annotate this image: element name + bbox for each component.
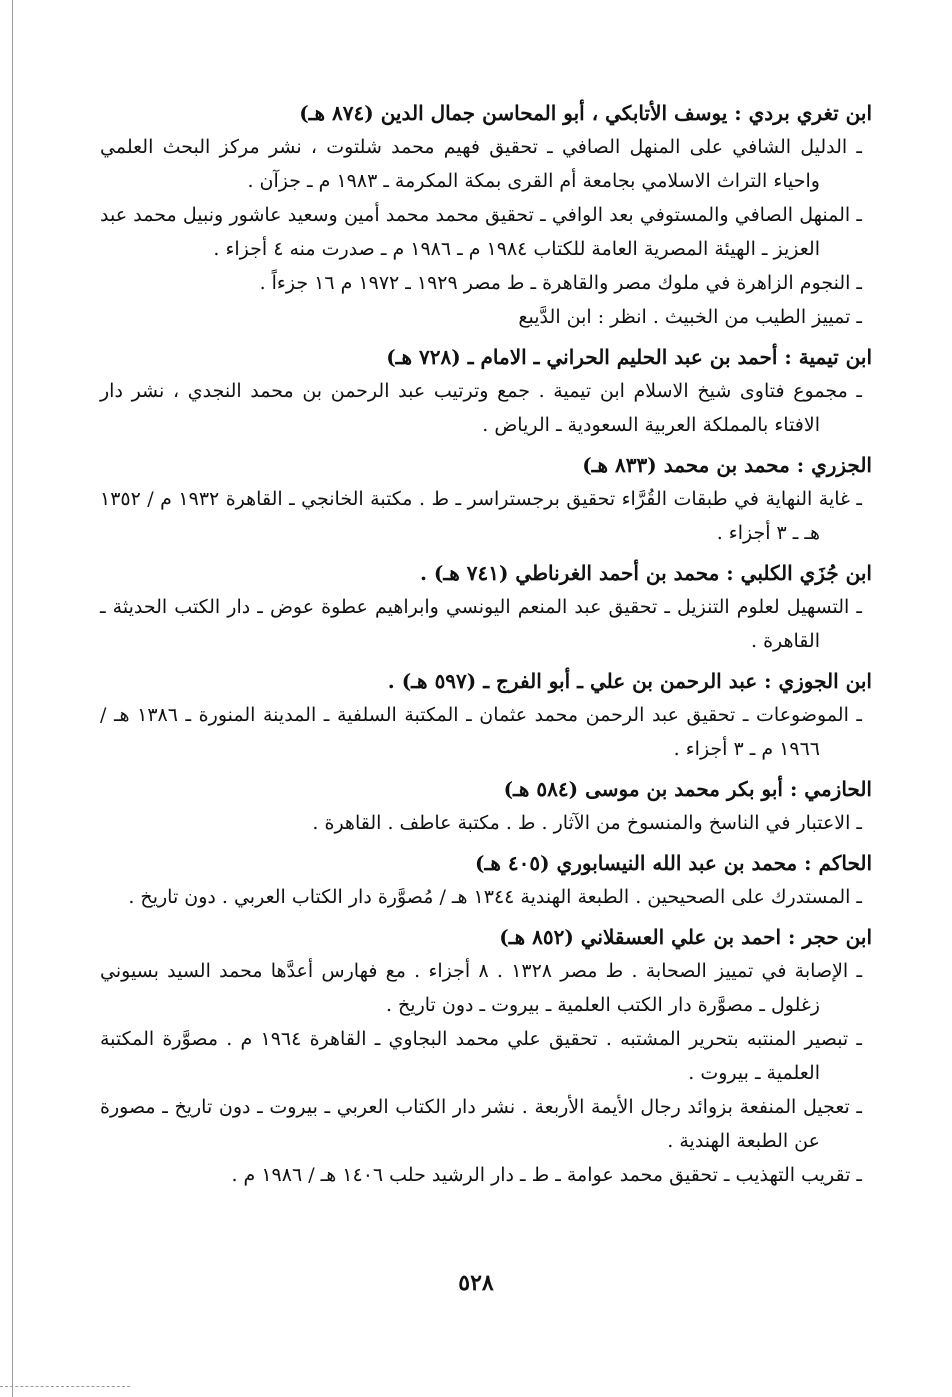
author-heading: الحاكم : محمد بن عبد الله النيسابوري (٤٠٥ هـ) (475, 851, 872, 875)
bibliography-entry (100, 920, 872, 1192)
work-item: ـ مجموع فتاوى شيخ الاسلام ابن تيمية . جمع وترتيب عبد الرحمن بن محمد النجدي ، نشر دار الافتاء بالمملكة العربية السعودية ـ الرياض . (100, 380, 862, 436)
work-item: ـ تبصير المنتبه بتحرير المشتبه . تحقيق علي محمد البجاوي ـ القاهرة ١٩٦٤ م . مصوَّرة المكتبة العلمية ـ بيروت . (100, 1028, 863, 1084)
work-item: ـ الاعتبار في الناسخ والمنسوخ من الآثار . ط . مكتبة عاطف . القاهرة . (312, 812, 862, 834)
work-item: ـ الموضوعات ـ تحقيق عبد الرحمن محمد عثمان ـ المكتبة السلفية ـ المدينة المنورة ـ ١٣٨٦ هـ / ١٩٦٦ م ـ ٣ أجزاء . (100, 704, 862, 760)
author-heading: ابن حجر : احمد بن علي العسقلاني (٨٥٢ هـ) (499, 925, 872, 949)
author-heading: ابن تغري بردي : يوسف الأتابكي ، أبو المحاسن جمال الدين (٨٧٤ هـ) (299, 101, 872, 125)
author-heading: ابن جُزَي الكلبي : محمد بن أحمد الغرناطي (٧٤١ هـ) . (419, 561, 872, 585)
scan-left-edge-line (12, 0, 13, 1397)
work-item: ـ التسهيل لعلوم التنزيل ـ تحقيق عبد المنعم اليونسي وابراهيم عطوة عوض ـ دار الكتب الحديثة ـ القاهرة . (100, 596, 862, 652)
work-item: ـ الدليل الشافي على المنهل الصافي ـ تحقيق فهيم محمد شلتوت ، نشر مركز البحث العلمي واحياء التراث الاسلامي بجامعة أم القرى بمكة المكرمة ـ ١٩٨٣ م ـ جزآن . (100, 136, 862, 192)
work-item: ـ النجوم الزاهرة في ملوك مصر والقاهرة ـ ط مصر ١٩٢٩ ـ ١٩٧٢ م ١٦ جزءاً . (259, 272, 862, 294)
work-item: ـ تعجيل المنفعة بزوائد رجال الأيمة الأربعة . نشر دار الكتاب العربي ـ بيروت ـ دون تاريخ ـ مصورة عن الطبعة الهندية . (100, 1096, 862, 1152)
bibliography-entry (100, 664, 872, 766)
author-heading: الجزري : محمد بن محمد (٨٣٣ هـ) (582, 453, 872, 477)
bibliography-entry (100, 340, 872, 442)
bibliography-page (100, 96, 872, 1198)
author-heading: ابن الجوزي : عبد الرحمن بن علي ـ أبو الفرج ـ (٥٩٧ هـ) . (387, 669, 872, 693)
bibliography-entry (100, 448, 872, 550)
author-heading: الحازمي : أبو بكر محمد بن موسى (٥٨٤ هـ) (503, 777, 872, 801)
bibliography-entry (100, 772, 872, 840)
page-number: ٥٢٨ (458, 1270, 494, 1296)
bibliography-entry (100, 96, 872, 334)
work-item: ـ غاية النهاية في طبقات القُرَّاء تحقيق برجستراسر ـ ط . مكتبة الخانجي ـ القاهرة ١٩٣٢ م / ١٣٥٢ هـ ـ ٣ أجزاء . (100, 488, 862, 544)
work-item: ـ تمييز الطيب من الخبيث . انظر : ابن الدَّيبع (518, 306, 862, 328)
work-item: ـ الإصابة في تمييز الصحابة . ط مصر ١٣٢٨ . ٨ أجزاء . مع فهارس أعدَّها محمد السيد بسيوني زغلول ـ مصوَّرة دار الكتب العلمية ـ بيروت ـ دون تاريخ . (100, 960, 863, 1016)
bibliography-entry (100, 556, 872, 658)
bibliography-entry (100, 846, 872, 914)
work-item: ـ المستدرك على الصحيحين . الطبعة الهندية ١٣٤٤ هـ / مُصوَّرة دار الكتاب العربي . دون تاريخ . (128, 886, 862, 908)
scan-bottom-dash (0, 1386, 130, 1387)
author-heading: ابن تيمية : أحمد بن عبد الحليم الحراني ـ الامام ـ (٧٢٨ هـ) (386, 345, 872, 369)
work-item: ـ تقريب التهذيب ـ تحقيق محمد عوامة ـ ط ـ دار الرشيد حلب ١٤٠٦ هـ / ١٩٨٦ م . (231, 1164, 862, 1186)
work-item: ـ المنهل الصافي والمستوفي بعد الوافي ـ تحقيق محمد محمد أمين وسعيد عاشور ونبيل محمد عبد العزيز ـ الهيئة المصرية العامة للكتاب ١٩٨٤ م ـ ١٩٨٦ م ـ صدرت منه ٤ أجزاء . (100, 204, 862, 260)
